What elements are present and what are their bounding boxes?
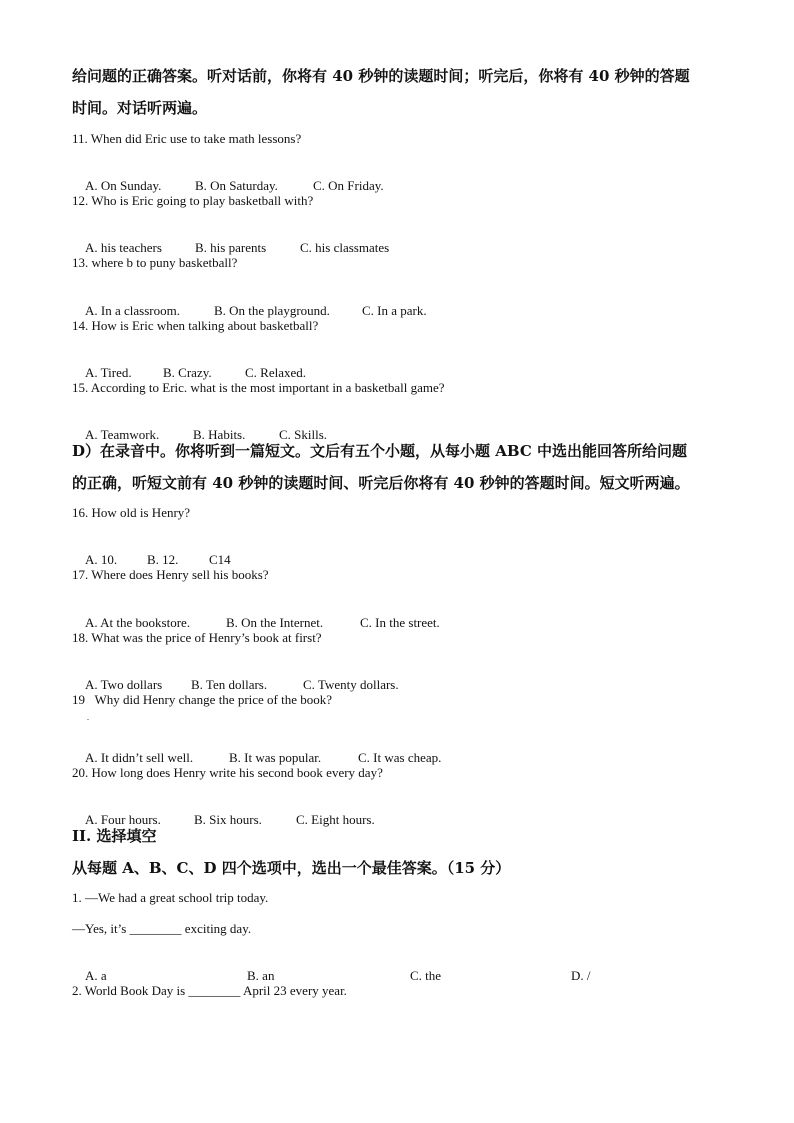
grammar-q2: 2. World Book Day is ________ April 23 every year. bbox=[72, 983, 347, 998]
option-d: D. / bbox=[571, 968, 591, 983]
option-b: B. Six hours. bbox=[194, 812, 262, 827]
question-18: 18. What was the price of Henry’s book at first? bbox=[72, 630, 322, 645]
option-a: A. 10. bbox=[85, 552, 118, 567]
option-a: A. Tired. bbox=[85, 365, 132, 380]
question-12: 12. Who is Eric going to play basketball with? bbox=[72, 193, 314, 208]
option-a: A. his teachers bbox=[85, 240, 162, 255]
question-20: 20. How long does Henry write his second book every day? bbox=[72, 765, 383, 780]
question-15: 15. According to Eric. what is the most important in a basketball game? bbox=[72, 380, 445, 395]
section-2-instruction: 从每题 A、B、C、D 四个选项中，选出一个最佳答案。（15 分） bbox=[72, 859, 511, 877]
option-a: A. On Sunday. bbox=[85, 178, 162, 193]
grammar-q1-line-1: 1. —We had a great school trip today. bbox=[72, 890, 269, 905]
intro-line-1: 给问题的正确答案。听对话前，你将有 40 秒钟的读题时间；听完后，你将有 40 秒钟的答题 bbox=[72, 67, 690, 85]
intro-line-2: 时间。对话听两遍。 bbox=[72, 99, 208, 117]
option-c: C. On Friday. bbox=[313, 178, 384, 193]
section-2-title: II. 选择填空 bbox=[72, 827, 157, 845]
option-c: C14 bbox=[209, 552, 231, 567]
grammar-q1-line-2: —Yes, it’s ________ exciting day. bbox=[72, 921, 252, 936]
question-19: 19 Why did Henry change the price of the book? bbox=[72, 692, 333, 707]
option-c: C. his classmates bbox=[300, 240, 390, 255]
option-c: C. Skills. bbox=[279, 427, 328, 442]
option-b: B. On the Internet. bbox=[226, 615, 324, 630]
option-a: A. Teamwork. bbox=[85, 427, 160, 442]
option-a: A. At the bookstore. bbox=[85, 615, 191, 630]
stray-mark: . bbox=[87, 713, 89, 722]
option-b: B. an bbox=[247, 968, 275, 983]
option-b: B. On the playground. bbox=[214, 303, 330, 318]
question-14: 14. How is Eric when talking about basketball? bbox=[72, 318, 319, 333]
option-a: A. In a classroom. bbox=[85, 303, 180, 318]
option-a: A. It didn’t sell well. bbox=[85, 750, 194, 765]
question-13: 13. where b to puny basketball? bbox=[72, 255, 238, 270]
option-a: A. Four hours. bbox=[85, 812, 161, 827]
option-a: A. Two dollars bbox=[85, 677, 163, 692]
option-c: C. Twenty dollars. bbox=[303, 677, 399, 692]
question-11: 11. When did Eric use to take math lessons? bbox=[72, 131, 302, 146]
question-17: 17. Where does Henry sell his books? bbox=[72, 567, 269, 582]
option-b: B. Ten dollars. bbox=[191, 677, 268, 692]
option-b: B. 12. bbox=[147, 552, 179, 567]
option-c: C. Eight hours. bbox=[296, 812, 375, 827]
option-b: B. his parents bbox=[195, 240, 267, 255]
question-16: 16. How old is Henry? bbox=[72, 505, 191, 520]
option-a: A. a bbox=[85, 968, 107, 983]
option-b: B. Crazy. bbox=[163, 365, 212, 380]
option-c: C. Relaxed. bbox=[245, 365, 307, 380]
section-d-line-2: 的正确，听短文前有 40 秒钟的读题时间、听完后你将有 40 秒钟的答题时间。短文听两遍。 bbox=[72, 474, 690, 492]
option-b: B. On Saturday. bbox=[195, 178, 278, 193]
option-c: C. the bbox=[410, 968, 442, 983]
option-b: B. It was popular. bbox=[229, 750, 322, 765]
option-c: C. It was cheap. bbox=[358, 750, 442, 765]
option-c: C. In the street. bbox=[360, 615, 440, 630]
option-b: B. Habits. bbox=[193, 427, 246, 442]
option-c: C. In a park. bbox=[362, 303, 427, 318]
section-d-line-1: D）在录音中。你将听到一篇短文。文后有五个小题，从每小题 ABC 中选出能回答所给问题 bbox=[72, 442, 687, 460]
